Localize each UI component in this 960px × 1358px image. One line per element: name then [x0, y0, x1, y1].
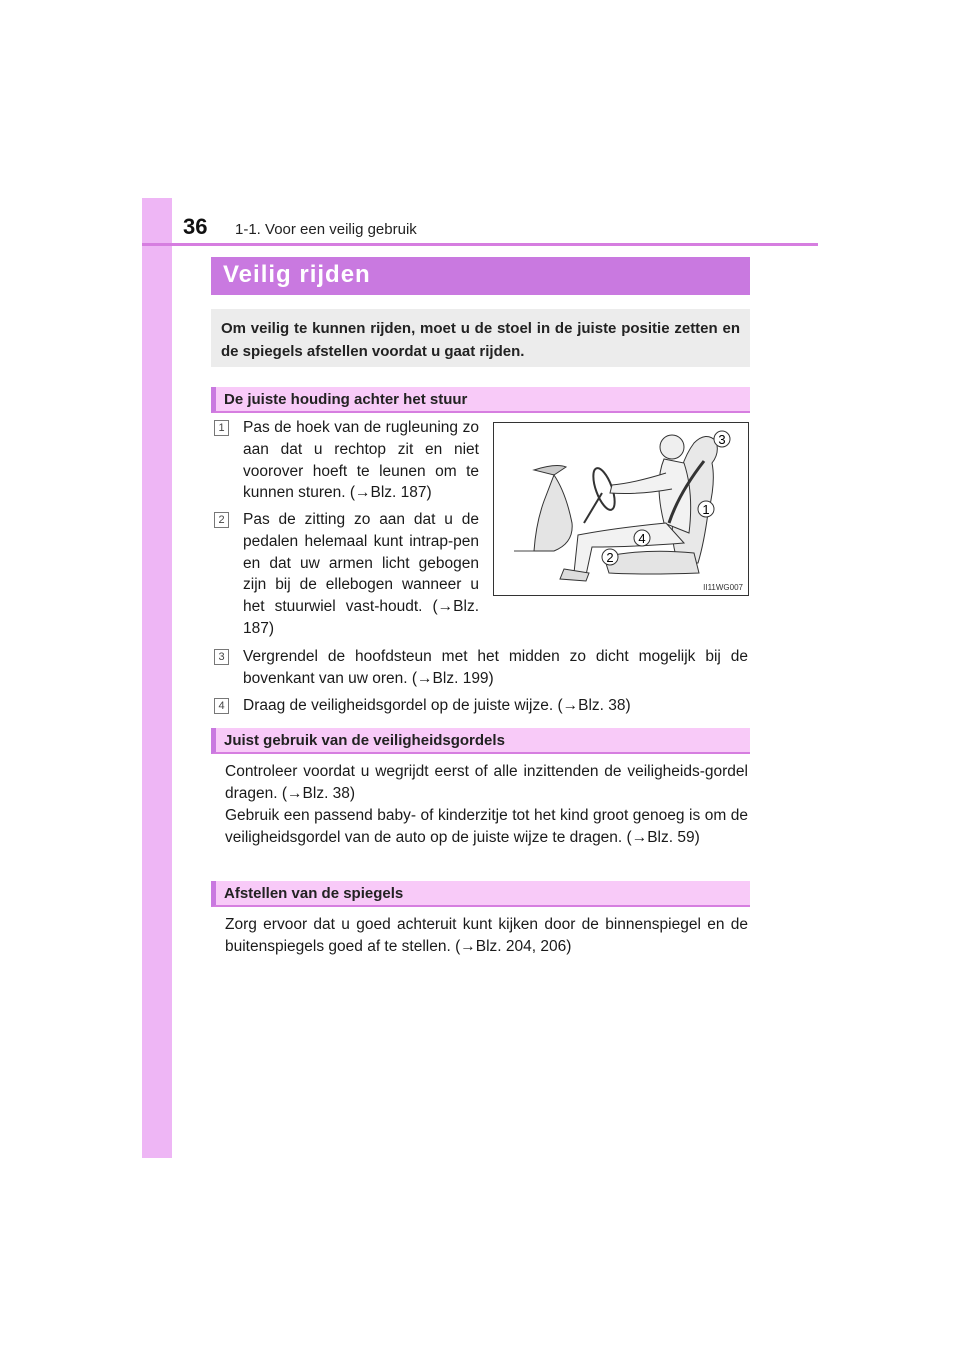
- section-heading-text: Afstellen van de spiegels: [224, 885, 404, 902]
- item-number-3: 3: [214, 649, 229, 665]
- page-number: 36: [183, 214, 208, 239]
- page-side-tab: [142, 198, 172, 1158]
- section-heading-text: Juist gebruik van de veiligheidsgordels: [224, 732, 505, 749]
- seatbelt-text-1: Controleer voordat u wegrijdt eerst of alle inzittenden de veiligheids-gordel dragen. (→Blz. 38): [225, 763, 748, 802]
- section-heading-seatbelts: [211, 728, 750, 754]
- item-number-4: 4: [214, 698, 229, 714]
- section-heading-text: De juiste houding achter het stuur: [224, 391, 468, 408]
- header-divider: [142, 243, 818, 246]
- callout-2: 2: [606, 550, 614, 565]
- seatbelt-text-2: Gebruik een passend baby- of kinderzitje tot het kind groot genoeg is om de veiligheidsgordel van de auto op de juiste wijze te dragen. (→Blz. 59): [225, 807, 748, 846]
- mirrors-text: Zorg ervoor dat u goed achteruit kunt kijken door de binnenspiegel en de buitenspiegels goed af te stellen. (→Blz. 204, 206): [225, 916, 748, 955]
- section-heading-mirrors: [211, 881, 750, 907]
- item-text-4: Draag de veiligheidsgordel op de juiste wijze. (→Blz. 38): [243, 697, 631, 714]
- item-text-3: Vergrendel de hoofdsteun met het midden zo dicht mogelijk bij de bovenkant van uw oren. (→Blz. 199): [243, 648, 748, 687]
- intro-text: Om veilig te kunnen rijden, moet u de stoel in de juiste positie zetten en de spiegels afstellen voordat u gaat rijden.: [221, 320, 740, 360]
- callout-4: 4: [638, 531, 646, 546]
- page-title-bar: [211, 257, 750, 295]
- item-number-2: 2: [214, 512, 229, 528]
- callout-1: 1: [702, 502, 710, 517]
- intro-box: [211, 309, 750, 367]
- section-label: 1-1. Voor een veilig gebruik: [235, 221, 417, 238]
- item-number-1: 1: [214, 420, 229, 436]
- section-heading-posture: [211, 387, 750, 413]
- item-text-2: Pas de zitting zo aan dat u de pedalen helemaal kunt intrap-pen en dat uw armen licht gebogen zijn bij de ellebogen wanneer u het stuurwiel vast-houdt. (→Blz. 187): [243, 511, 479, 637]
- page-title: Veilig rijden: [223, 261, 371, 288]
- driver-seat-illustration: [494, 423, 750, 597]
- callout-3: 3: [718, 432, 726, 447]
- figure-code: II11WG007: [703, 583, 743, 592]
- driving-posture-figure: [493, 422, 749, 596]
- item-text-1: Pas de hoek van de rugleuning zo aan dat u rechtop zit en niet voorover hoeft te leunen om te kunnen sturen. (→Blz. 187): [243, 419, 479, 502]
